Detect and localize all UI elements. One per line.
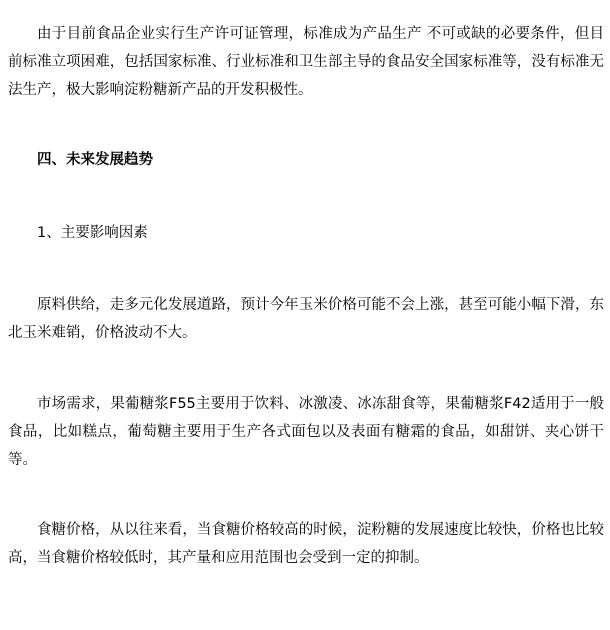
- section-heading: 四、未来发展趋势: [37, 152, 153, 168]
- paragraph-market-demand: 市场需求，果葡糖浆F55主要用于饮料、冰激凌、冰冻甜食等，果葡糖浆F42适用于一般食品，比如糕点，葡萄糖主要用于生产各式面包以及表面有糖霜的食品，如甜饼、夹心饼干等。: [8, 396, 604, 468]
- paragraph-raw-materials: 原料供给，走多元化发展道路，预计今年玉米价格可能不会上涨，甚至可能小幅下滑，东北玉米难销，价格波动不大。: [8, 297, 604, 341]
- paragraph-sugar-price: 食糖价格，从以往来看，当食糖价格较高的时候，淀粉糖的发展速度比较快，价格也比较高，当食糖价格较低时，其产量和应用范围也会受到一定的抑制。: [8, 522, 604, 566]
- paragraph-standards: 由于目前食品企业实行生产许可证管理，标准成为产品生产 不可或缺的必要条件，但目前标准立项困难，包括国家标准、行业标准和卫生部主导的食品安全国家标准等，没有标准无法生产，极大影响淀粉糖新产品的开发积极性。: [8, 26, 604, 98]
- subsection-heading: 1、主要影响因素: [37, 225, 148, 241]
